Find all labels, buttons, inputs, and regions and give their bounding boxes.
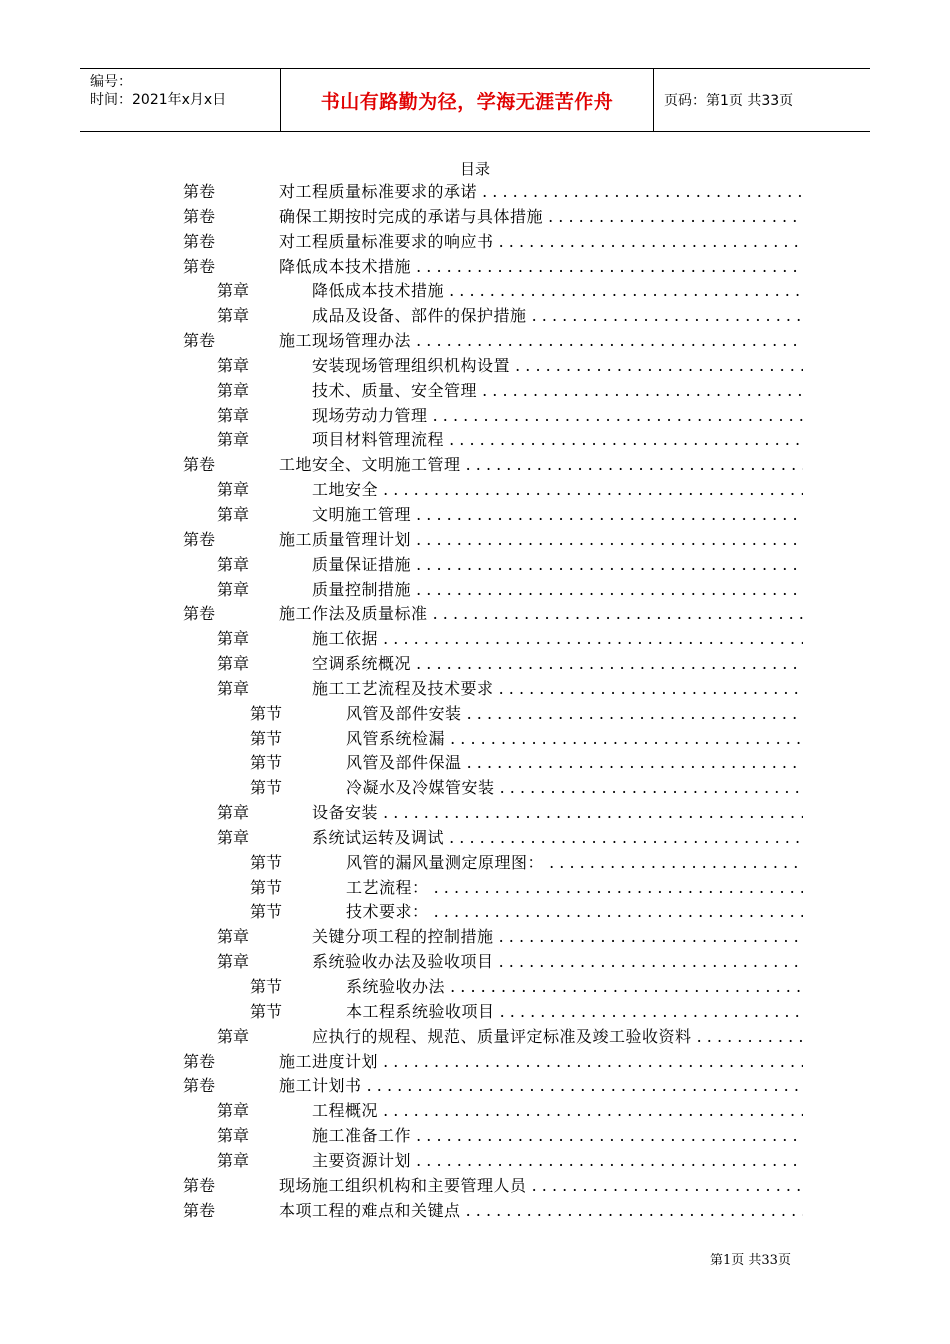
toc-entry-title: 文明施工管理 . . . [312,503,803,528]
toc-entry-title: 施工计划书 . . . [279,1074,803,1099]
toc-entry [0,727,950,752]
toc-entry [0,180,950,205]
toc-entry-label: 第节 [250,778,283,798]
toc-entry [0,801,950,826]
toc-entry-label: 第卷 [183,455,216,475]
toc-entry-label: 第章 [217,430,250,450]
toc-entry-title: 主要资源计划 . . . [312,1149,803,1174]
toc-entry-title: 确保工期按时完成的承诺与具体措施 . . . [279,205,803,230]
toc-entry-title: 本工程系统验收项目 . . . [346,1000,803,1025]
toc-entry [0,304,950,329]
toc-entry [0,975,950,1000]
toc-entry-label: 第章 [217,281,250,301]
toc-entry [0,1099,950,1124]
toc-entry [0,1149,950,1174]
toc-entry-label: 第章 [217,355,250,375]
toc-entry-label: 第章 [217,629,250,649]
toc-entry-label: 第卷 [183,256,216,276]
toc-title: 目录 [459,160,490,178]
toc-entry-title: 质量保证措施 . . . [312,553,803,578]
toc-entry-label: 第卷 [183,1200,216,1220]
toc-entry-title: 施工现场管理办法 . . . [279,329,803,354]
toc-entry-label: 第章 [217,504,250,524]
toc-entry [0,652,950,677]
toc-entry [0,1174,950,1199]
toc-entry-label: 第章 [217,827,250,847]
toc-entry-label: 第章 [217,1026,250,1046]
toc-entry [0,900,950,925]
toc-entry-title: 现场劳动力管理 . . . [312,404,803,429]
toc-entry-title: 技术要求： . . . [346,900,803,925]
toc-entry-title: 风管及部件保温 . . . [346,751,803,776]
toc-entry [0,751,950,776]
toc-entry-label: 第卷 [183,529,216,549]
toc-entry [0,255,950,280]
toc-entry [0,453,950,478]
toc-entry [0,950,950,975]
toc-entry-label: 第节 [250,852,283,872]
toc-entry [0,602,950,627]
toc-entry-title: 质量控制措施 . . . [312,578,803,603]
toc-entry-label: 第卷 [183,1076,216,1096]
toc-entry-label: 第卷 [183,1175,216,1195]
toc-entry [0,1199,950,1224]
toc-entry [0,329,950,354]
document-date: 时间：2021年x月x日 [90,92,227,108]
toc-entry-title: 对工程质量标准要求的响应书 . . . [279,230,803,255]
toc-entry-label: 第卷 [183,206,216,226]
footer-page-number: 第1页 共33页 [710,1253,791,1268]
header-motto: 书山有路勤为径，学海无涯苦作舟 [281,69,654,131]
toc-entry-title: 工艺流程： . . . [346,876,803,901]
toc-entry [0,578,950,603]
toc-entry-title: 应执行的规程、规范、质量评定标准及竣工验收资料 . . . [312,1025,803,1050]
toc-entry-label: 第节 [250,977,283,996]
toc-entry [0,553,950,578]
toc-entry-title: 工程概况 . . . [312,1099,803,1124]
toc-entry-title: 系统验收办法 . . . [346,975,803,1000]
toc-entry-title: 工地安全 . . . [312,478,803,503]
toc-entry [0,677,950,702]
toc-entry [0,627,950,652]
toc-entry-label: 第节 [250,753,283,773]
toc-entry-title: 风管系统检漏 . . . [346,727,803,752]
toc-entry-title: 设备安装 . . . [312,801,803,826]
toc-entry-title: 现场施工组织机构和主要管理人员 . . . [279,1174,803,1199]
toc-entry-label: 第章 [217,1101,250,1121]
toc-entry [0,1074,950,1099]
toc-entry-label: 第章 [217,579,250,599]
toc-entry-title: 关键分项工程的控制措施 . . . [312,925,803,950]
toc-entry-title: 风管的漏风量测定原理图： . . . [346,851,803,876]
toc-entry [0,1025,950,1050]
toc-entry-label: 第卷 [183,182,216,201]
toc-entry-title: 本项工程的难点和关键点 . . . [279,1199,803,1224]
toc-entry-label: 第章 [217,554,250,574]
toc-entry-label: 第章 [217,380,250,400]
document-number-label: 编号： [90,74,132,90]
toc-entry-title: 降低成本技术措施 . . . [279,255,803,280]
toc-entry-label: 第节 [250,728,283,748]
toc-entry-title: 项目材料管理流程 . . . [312,428,803,453]
toc-entry-title: 安装现场管理组织机构设置 . . . [312,354,803,379]
toc-entry-label: 第章 [217,1126,250,1146]
toc-entry [0,478,950,503]
toc-entry-title: 降低成本技术措施 . . . [312,279,803,304]
toc-entry-title: 施工依据 . . . [312,627,803,652]
toc-entry-label: 第卷 [183,231,216,251]
toc-entry [0,776,950,801]
toc-entry-label: 第卷 [183,1051,216,1071]
toc-entry-title: 施工工艺流程及技术要求 . . . [312,677,803,702]
toc-entry [0,205,950,230]
toc-entry-label: 第节 [250,703,283,723]
toc-entry [0,876,950,901]
toc-entry [0,1000,950,1025]
toc-entry-label: 第卷 [183,604,216,624]
toc-entry [0,230,950,255]
toc-entry [0,826,950,851]
toc-entry-title: 成品及设备、部件的保护措施 . . . [312,304,803,329]
toc-entry-title: 冷凝水及冷媒管安装 . . . [346,776,803,801]
toc-entry-title: 系统验收办法及验收项目 . . . [312,950,803,975]
toc-entry-title: 风管及部件安装 . . . [346,702,803,727]
toc-entry-title: 施工作法及质量标准 . . . [279,602,803,627]
toc-entry-label: 第节 [250,877,283,897]
header-page-number: 页码：第1页 共33页 [664,93,794,109]
toc-entry-title: 技术、质量、安全管理 . . . [312,379,803,404]
toc-entry [0,503,950,528]
toc-entry [0,404,950,429]
header-meta [80,69,281,131]
toc-entry-label: 第章 [217,952,250,972]
toc-entry [0,1124,950,1149]
toc-entry-label: 第卷 [183,331,216,351]
toc-entry [0,379,950,404]
toc-entry-label: 第章 [217,654,250,674]
toc-entry-title: 施工进度计划 . . . [279,1050,803,1075]
toc-entry-title: 施工质量管理计划 . . . [279,528,803,553]
toc-entry-title: 工地安全、文明施工管理 . . . [279,453,803,478]
toc-entry-title: 系统试运转及调试 . . . [312,826,803,851]
toc-entry [0,1050,950,1075]
page-header [80,68,870,132]
toc-entry [0,925,950,950]
toc-entry-label: 第章 [217,803,250,823]
toc-entry-label: 第章 [217,1150,250,1170]
toc-entry [0,428,950,453]
toc-entry-label: 第节 [250,1001,283,1021]
toc-entry [0,279,950,304]
toc-entry [0,702,950,727]
toc-entry-label: 第章 [217,405,250,425]
toc-entry [0,851,950,876]
toc-entry-title: 施工准备工作 . . . [312,1124,803,1149]
toc-entry-label: 第章 [217,678,250,698]
toc-entry-title: 空调系统概况 . . . [312,652,803,677]
toc-entry-title: 对工程质量标准要求的承诺 . . . [279,180,803,205]
toc-entry [0,528,950,553]
toc-entry-label: 第章 [217,480,250,500]
toc-entry-label: 第章 [217,927,250,947]
toc-entry-label: 第章 [217,306,250,326]
toc-entry [0,354,950,379]
toc-entry-label: 第节 [250,902,283,922]
table-of-contents [0,180,950,1223]
